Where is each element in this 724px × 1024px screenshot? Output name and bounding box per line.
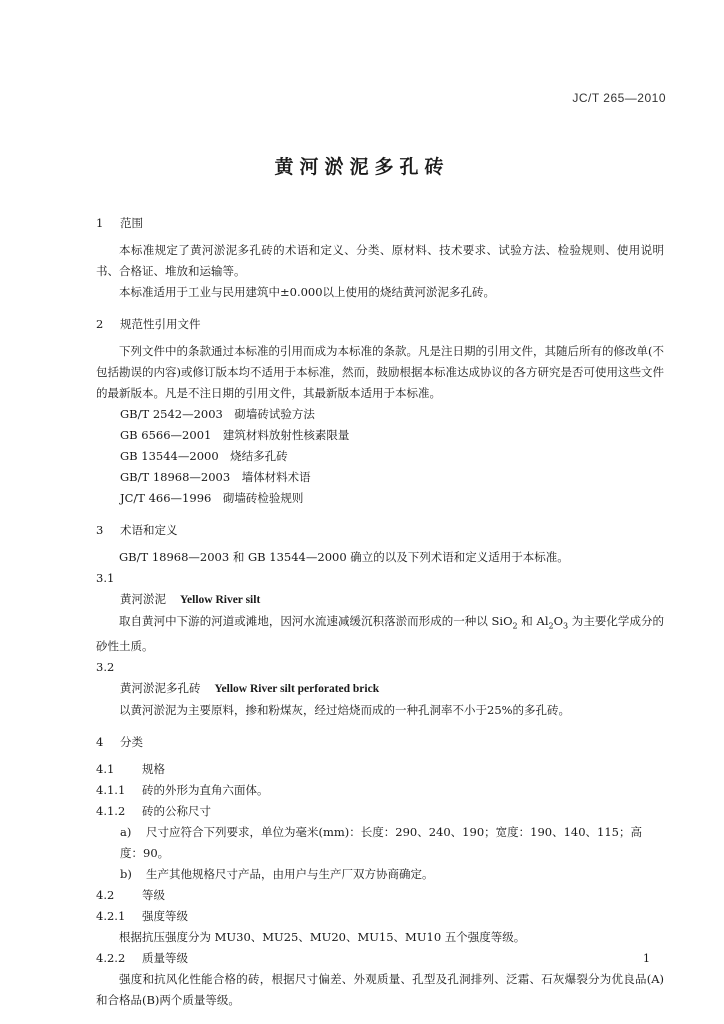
section-title: 范围 [120,216,143,230]
section-title: 规范性引用文件 [120,317,201,331]
section-title: 分类 [120,735,143,750]
section-number: 1 [96,216,104,230]
standard-code: JC/T 265—2010 [572,91,666,105]
reference-item: GB/T 2542—2003 砌墙砖试验方法 [120,407,315,421]
term-english: Yellow River silt [180,594,261,606]
clause-line: 4.1.2 砖的公称尺寸 [96,804,211,819]
scope-paragraph-1: 本标准规定了黄河淤泥多孔砖的术语和定义、分类、原材料、技术要求、试验方法、检验规则、使用说明书、合格证、堆放和运输等。 [96,243,664,278]
clause-heading: 4.2.1 强度等级 [96,909,188,924]
section-number: 2 [96,317,104,331]
term-entry [96,588,664,611]
list-item: a) 尺寸应符合下列要求，单位为毫米(mm)：长度：290、240、190；宽度：190、140、115；高度：90。 [120,825,642,861]
clause-number: 3.2 [96,660,115,675]
reference-item: GB 13544—2000 烧结多孔砖 [120,449,288,463]
list-item: b) 生产其他规格尺寸产品，由用户与生产厂双方协商确定。 [120,867,434,882]
reference-item: GB 6566—2001 建筑材料放射性核素限量 [120,428,350,442]
normative-references-paragraph: 下列文件中的条款通过本标准的引用而成为本标准的条款。凡是注日期的引用文件，其随后所有的修改单(不包括勘误的内容)或修订版本均不适用于本标准，然而，鼓励根据本标准达成协议的各方研究是否可使用这些文件的最新版本。凡是不注日期的引用文件，其最新版本适用于本标准。 [96,344,664,400]
clause-heading: 4.2.2 质量等级 [96,951,188,966]
term-english: Yellow River silt perforated brick [214,683,380,696]
clause-line: 4.1.1 砖的外形为直角六面体。 [96,783,269,798]
section-2-heading [96,313,664,335]
section-number: 4 [96,735,104,750]
clause-heading: 4.2 等级 [96,888,165,903]
section-4-heading [96,731,664,753]
term-definition: 以黄河淤泥为主要原料，掺和粉煤灰，经过焙烧而成的一种孔洞率不小于25%的多孔砖。 [119,703,571,718]
terms-intro-paragraph: GB/T 18968—2003 和 GB 13544—2000 确立的以及下列术语和定义适用于本标准。 [119,550,569,564]
document-title: 黄河淤泥多孔砖 [274,156,450,178]
page-number: 1 [643,952,650,965]
scope-paragraph-2: 本标准适用于工业与民用建筑中±0.000以上使用的烧结黄河淤泥多孔砖。 [119,285,496,299]
term-definition: 取自黄河中下游的河道或滩地，因河水流速减缓沉积落淤而形成的一种以 SiO$_2$ 和 $Al_2O_3$ 为主要化学成分的砂性土质。 [96,614,664,654]
document-body [96,212,664,1011]
section-number: 3 [96,523,104,537]
term-chinese: 黄河淤泥多孔砖 [120,681,201,696]
section-title: 术语和定义 [120,523,178,537]
section-1-heading [96,212,664,234]
reference-item: JC/T 466—1996 砌墙砖检验规则 [120,491,304,505]
clause-paragraph: 根据抗压强度分为 MU30、MU25、MU20、MU15、MU10 五个强度等级。 [119,930,526,945]
clause-heading: 4.1 规格 [96,762,165,777]
term-chinese: 黄河淤泥 [120,592,166,606]
clause-paragraph: 强度和抗风化性能合格的砖，根据尺寸偏差、外观质量、孔型及孔洞排列、泛霜、石灰爆裂分为优良品(A)和合格品(B)两个质量等级。 [96,972,664,1008]
section-3-heading [96,519,664,541]
reference-item: GB/T 18968—2003 墙体材料术语 [120,470,311,484]
clause-number: 3.1 [96,571,115,585]
term-entry [96,677,664,700]
